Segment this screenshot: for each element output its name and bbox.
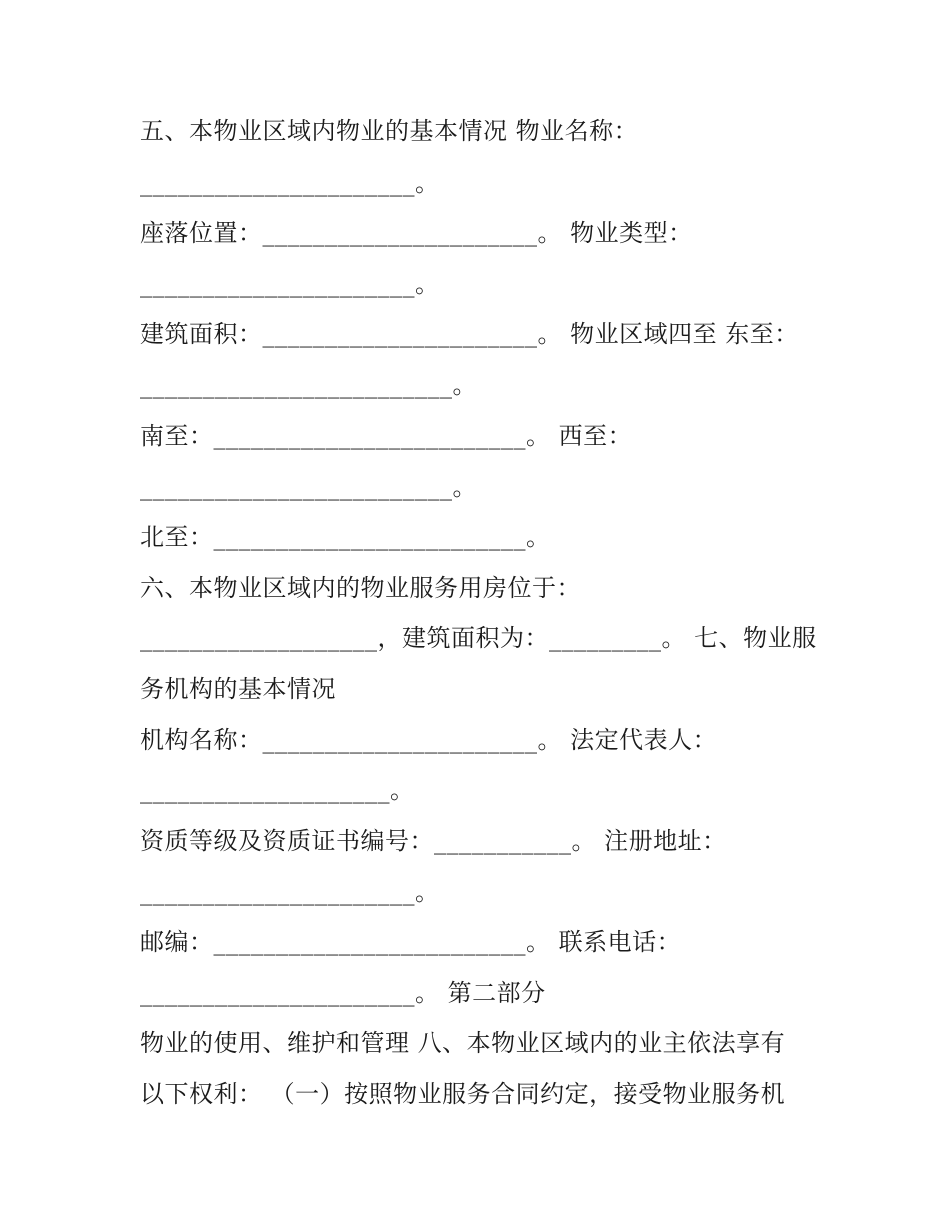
text-line-7: 南至：_________________________。 西至： bbox=[140, 422, 633, 450]
text-line-17: 邮编：_________________________。 联系电话： bbox=[140, 928, 682, 956]
text-line-19: 物业的使用、维护和管理 八、本物业区域内的业主依法享有 bbox=[140, 1029, 786, 1057]
text-line-10: 六、本物业区域内的物业服务用房位于： bbox=[140, 574, 581, 602]
text-line-4: ______________________。 bbox=[140, 270, 440, 298]
text-line-11: ___________________，建筑面积为：_________。 七、物业服 bbox=[140, 624, 817, 652]
text-line-6: _________________________。 bbox=[140, 371, 477, 399]
text-line-14: ____________________。 bbox=[140, 776, 415, 804]
text-line-1: 五、本物业区域内物业的基本情况 物业名称： bbox=[140, 117, 639, 145]
text-line-9: 北至：_________________________。 bbox=[140, 523, 551, 551]
text-line-8: _________________________。 bbox=[140, 473, 477, 501]
text-line-13: 机构名称：______________________。 法定代表人： bbox=[140, 726, 718, 754]
text-line-2: ______________________。 bbox=[140, 169, 440, 197]
text-line-15: 资质等级及资质证书编号：___________。 注册地址： bbox=[140, 827, 727, 855]
text-line-5: 建筑面积：______________________。 物业区域四至 东至： bbox=[140, 320, 799, 348]
text-line-3: 座落位置：______________________。 物业类型： bbox=[140, 219, 693, 247]
text-line-18: ______________________。 第二部分 bbox=[140, 979, 546, 1007]
text-line-20: 以下权利： （一）按照物业服务合同约定，接受物业服务机 bbox=[140, 1080, 786, 1108]
text-line-12: 务机构的基本情况 bbox=[140, 675, 336, 703]
text-line-16: ______________________。 bbox=[140, 878, 440, 906]
